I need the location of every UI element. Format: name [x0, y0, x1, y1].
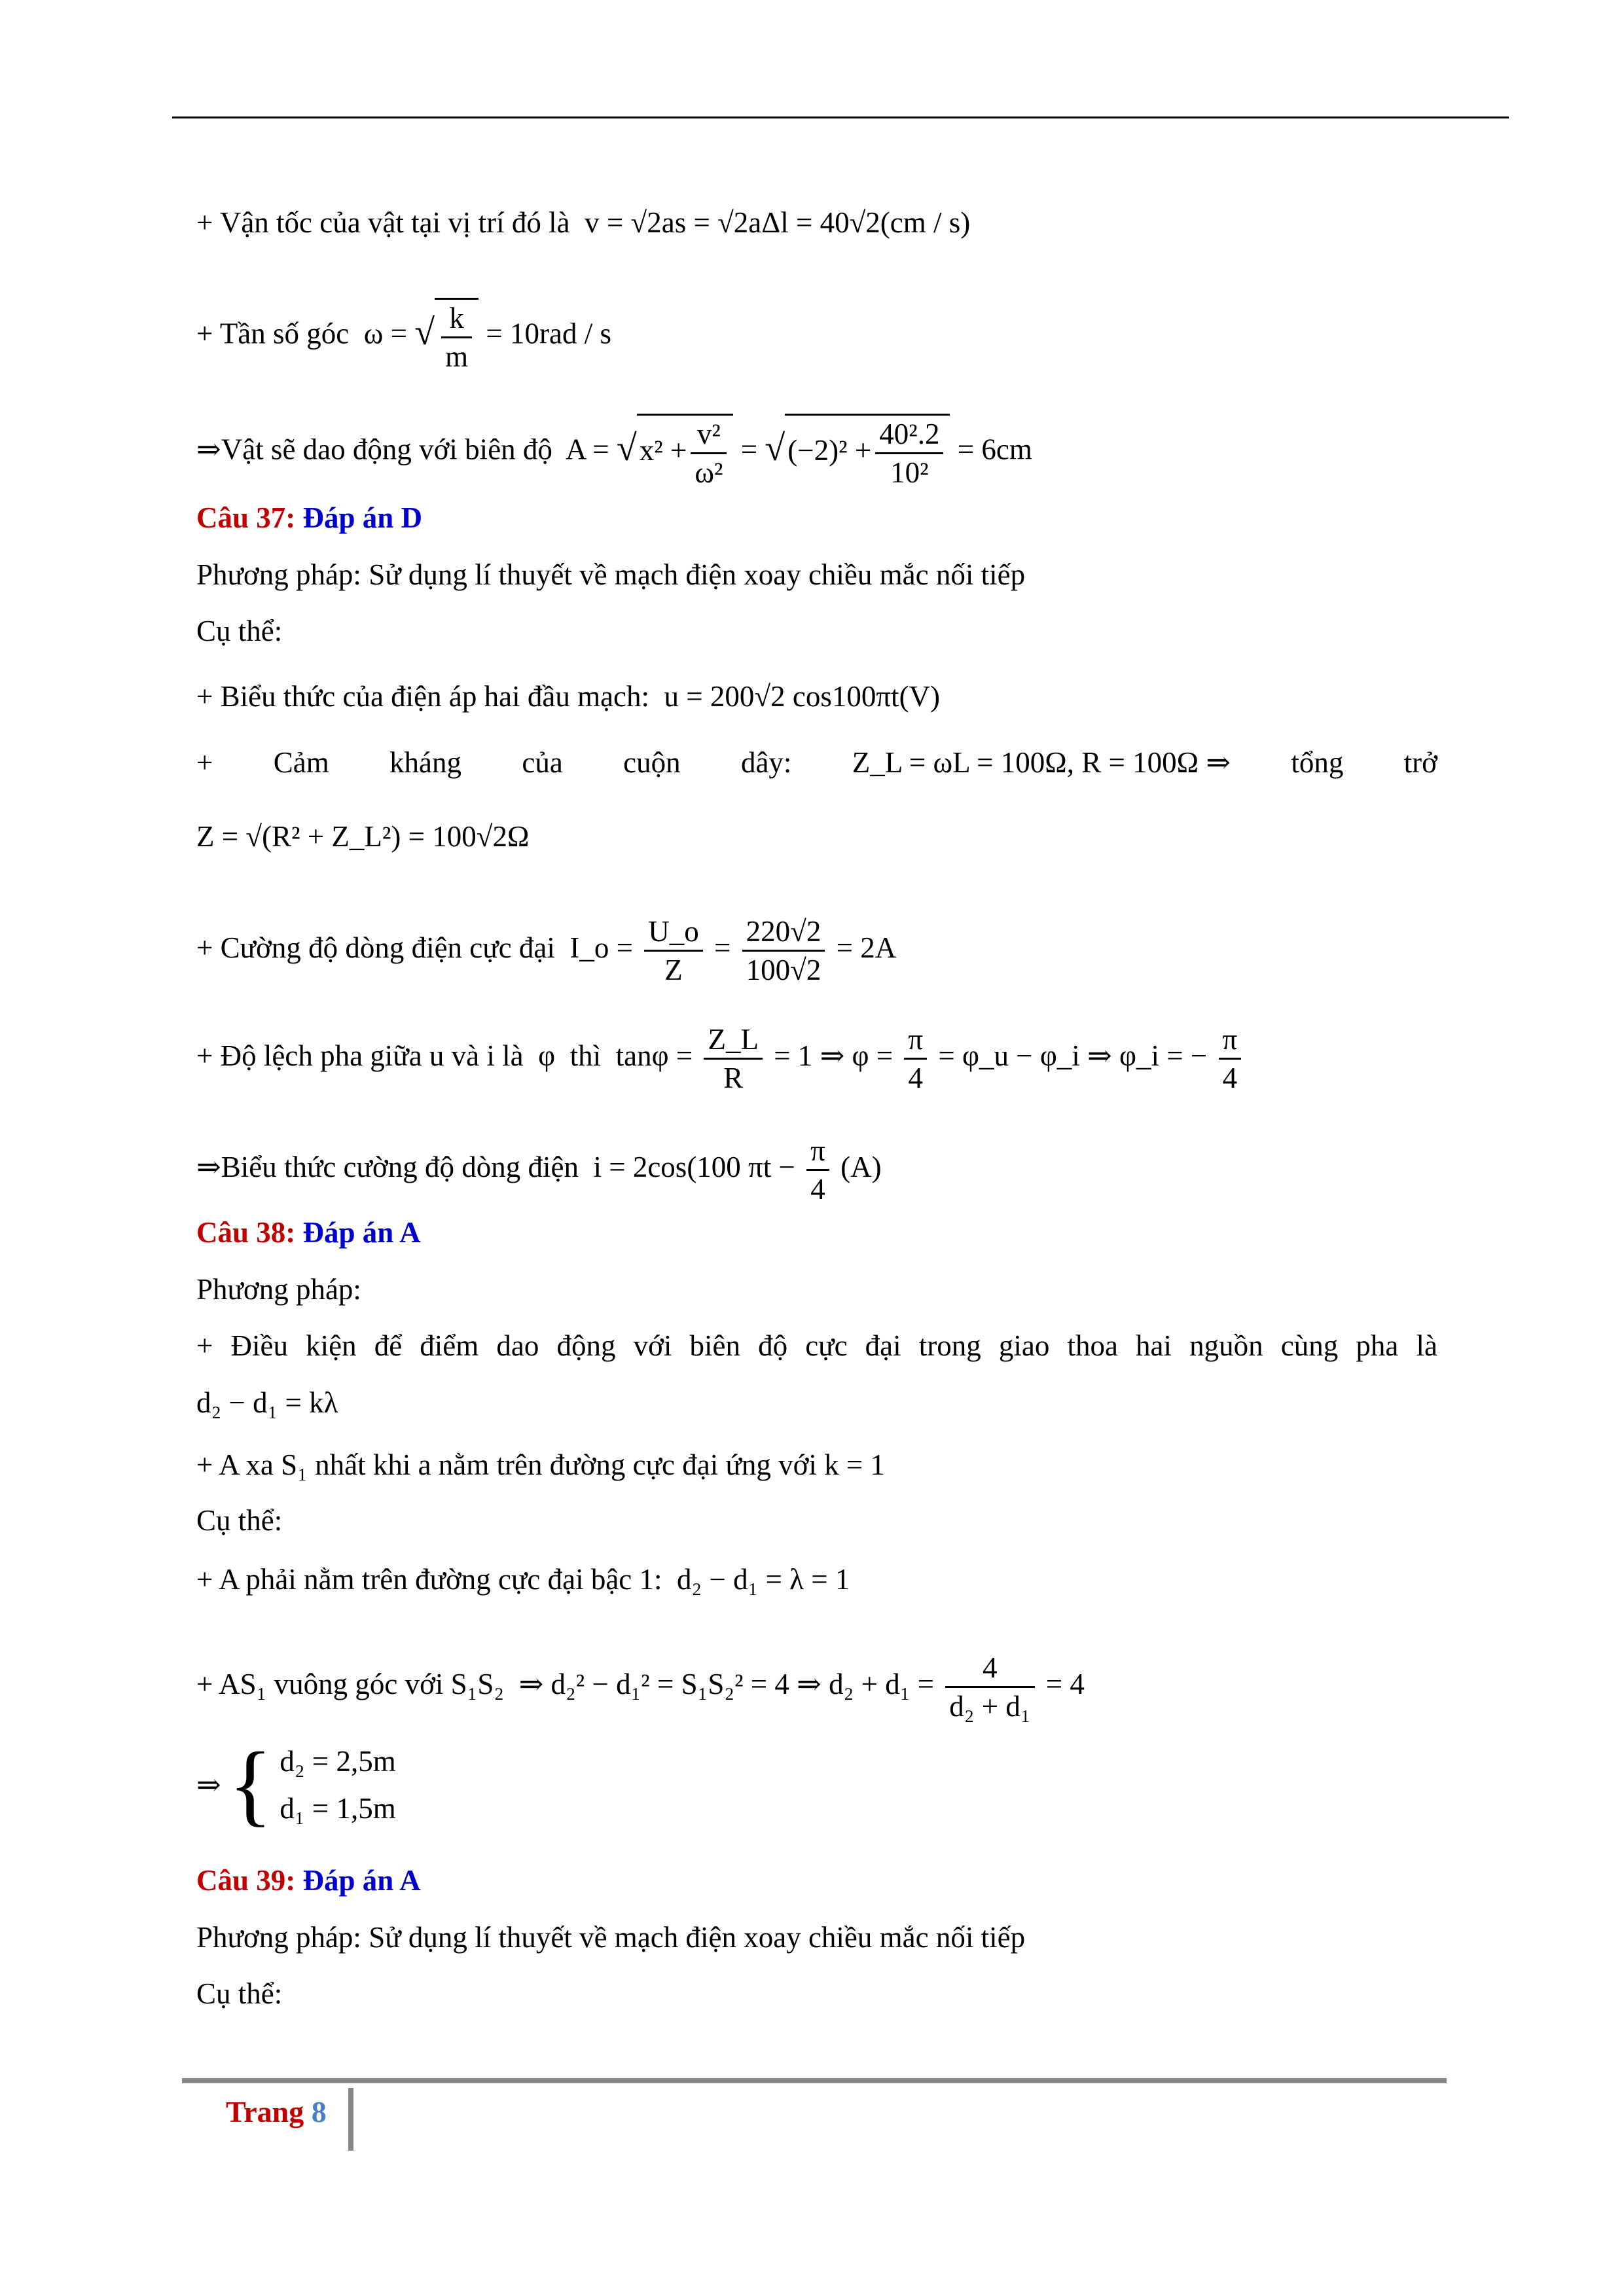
w: cùng — [1280, 1329, 1339, 1362]
uo-label: U_o — [648, 915, 699, 948]
w: đại — [865, 1329, 901, 1362]
velocity-line — [196, 204, 970, 241]
w: + — [196, 746, 213, 779]
footer-rule — [182, 2078, 1447, 2083]
q39-method: Phương pháp: Sử dụng lí thuyết về mạch điện xoay chiều mắc nối tiếp — [196, 1921, 1026, 1954]
w: độ — [758, 1329, 788, 1362]
q37-inductance-line — [196, 744, 1437, 781]
q37-voltage-line — [196, 678, 940, 715]
zl-label: Z_L — [708, 1023, 759, 1056]
w: Điều — [230, 1329, 288, 1362]
io-num: 220√2 — [746, 915, 821, 948]
w: kiện — [306, 1329, 357, 1362]
thi-word: thì — [569, 1039, 602, 1072]
amp-result: = 6cm — [957, 433, 1032, 466]
amp-eq2: = — [740, 433, 758, 466]
w: là — [1416, 1329, 1437, 1362]
brace-icon: { — [228, 1734, 273, 1835]
q38-answer: Đáp án A — [302, 1216, 421, 1249]
q37-answer: Đáp án D — [302, 501, 423, 534]
voltage-text: + Biểu thức của điện áp hai đầu mạch: — [196, 680, 650, 713]
amplitude-text: ⇒Vật sẽ dao động với biên độ — [196, 433, 552, 466]
q38-perp-line — [196, 1649, 1085, 1725]
w: pha — [1356, 1329, 1399, 1362]
q38-system — [196, 1734, 396, 1835]
perp-den: d₂ + d₁ — [945, 1686, 1034, 1725]
w: điểm — [420, 1329, 479, 1362]
v-sq: v² — [696, 418, 721, 450]
q37-cuthe: Cụ thể: — [196, 615, 283, 647]
amp-eq: A = — [565, 433, 609, 466]
q38-method: Phương pháp: — [196, 1273, 361, 1306]
q38-heading — [196, 1214, 421, 1251]
w: Cảm — [273, 746, 329, 779]
m-label: m — [441, 336, 472, 375]
w: giao — [998, 1329, 1050, 1362]
phi-sym: φ — [538, 1039, 556, 1072]
x-sq: x² + — [639, 433, 687, 467]
system-arrow: ⇒ — [196, 1768, 221, 1801]
angular-freq-text: + Tần số góc — [196, 317, 350, 350]
impedance-formula: Z = √(R² + Z_L²) = 100√2Ω — [196, 820, 530, 853]
q39-heading — [196, 1862, 421, 1899]
w: dao — [496, 1329, 539, 1362]
w: của — [522, 746, 563, 779]
io-den: 100√2 — [742, 950, 825, 988]
w: nguồn — [1189, 1329, 1263, 1362]
phase-text: + Độ lệch pha giữa u và i là — [196, 1039, 524, 1072]
angular-freq-line — [196, 298, 611, 375]
page-num: 8 — [311, 2095, 327, 2128]
sqrt-km: √ $\frac{k}{m}$ — [414, 298, 478, 375]
current-expr-a: i = 2cos(100 πt − — [593, 1150, 795, 1183]
order1-formula: d₂ − d₁ = λ = 1 — [677, 1563, 850, 1596]
page-label: Trang — [226, 2095, 304, 2128]
k-label: k — [449, 302, 464, 334]
w: biên — [689, 1329, 740, 1362]
amp-num: 40².2 — [879, 418, 940, 450]
w-sq: ω² — [691, 452, 727, 491]
w: cực — [805, 1329, 848, 1362]
w: hai — [1136, 1329, 1172, 1362]
max-condition-formula: d₂ − d₁ = kλ — [196, 1386, 338, 1419]
w: trong — [918, 1329, 981, 1362]
q38-number: Câu 38: — [196, 1216, 296, 1249]
phase-mid2: = φ_u − φ_i ⇒ φ_i = − — [938, 1039, 1208, 1072]
tan-eq: tanφ = — [615, 1039, 693, 1072]
q37-current-expr-line — [196, 1132, 882, 1208]
perp-formula: ⇒ d₂² − d₁² = S₁S₂² = 4 ⇒ d₂ + d₁ = — [518, 1667, 935, 1700]
w: kháng — [389, 746, 462, 779]
amp-den: 10² — [875, 452, 943, 491]
voltage-formula: u = 200√2 cos100πt(V) — [664, 680, 941, 713]
order1-text: + A phải nằm trên đường cực đại bậc 1: — [196, 1563, 662, 1596]
q37-heading — [196, 499, 422, 536]
four-den: 4 — [904, 1058, 927, 1096]
z-label: Z — [644, 950, 703, 988]
w: với — [633, 1329, 672, 1362]
io-result: = 2A — [836, 931, 897, 964]
q38-cuthe: Cụ thể: — [196, 1504, 283, 1537]
pi-num-3: π — [810, 1134, 825, 1167]
q37-current-line — [196, 913, 896, 988]
current-text: + Cường độ dòng điện cực đại — [196, 931, 555, 964]
q38-order1-line — [196, 1561, 850, 1598]
io-eq: I_o = — [569, 931, 633, 964]
w: tổng — [1291, 746, 1344, 779]
w: + — [196, 1329, 213, 1362]
pi-num: π — [908, 1023, 924, 1056]
four-den-3: 4 — [806, 1169, 829, 1208]
current-expr-text: ⇒Biểu thức cường độ dòng điện — [196, 1150, 579, 1183]
current-expr-b: (A) — [840, 1150, 882, 1183]
velocity-text: + Vận tốc của vật tại vị trí đó là — [196, 206, 570, 239]
inductance-formula: Z_L = ωL = 100Ω, R = 100Ω ⇒ — [852, 746, 1231, 779]
d2-value: d₂ = 2,5m — [280, 1745, 396, 1778]
q39-answer: Đáp án A — [302, 1864, 421, 1897]
q39-cuthe: Cụ thể: — [196, 1977, 283, 2010]
velocity-formula: v = √2as = √2aΔl = 40√2(cm / s) — [585, 206, 971, 239]
footer-divider — [348, 2088, 353, 2151]
q38-condition-line — [196, 1327, 1437, 1364]
page-number — [226, 2094, 327, 2129]
w: để — [374, 1329, 403, 1362]
pi-num-2: π — [1222, 1023, 1238, 1056]
phase-mid: = 1 ⇒ φ = — [774, 1039, 893, 1072]
q37-method: Phương pháp: Sử dụng lí thuyết về mạch điện xoay chiều mắc nối tiếp — [196, 558, 1026, 591]
perp-text: + AS₁ vuông góc với S₁S₂ — [196, 1667, 505, 1700]
r-label: R — [704, 1058, 762, 1096]
minus-two-sq: (−2)² + — [787, 433, 872, 467]
amplitude-line — [196, 414, 1032, 491]
io-eq2: = — [714, 931, 731, 964]
perp-result: = 4 — [1045, 1667, 1085, 1700]
sqrt-amp1: √x² + $\frac{\text{v²}}{\text{ω²}}$ — [617, 414, 734, 491]
four-den-2: 4 — [1219, 1058, 1242, 1096]
perp-num: 4 — [983, 1651, 998, 1684]
q37-phase-line — [196, 1021, 1245, 1096]
w: động — [556, 1329, 616, 1362]
q38-far-text: + A xa S₁ nhất khi a nằm trên đường cực đại ứng với k = 1 — [196, 1448, 886, 1481]
q39-number: Câu 39: — [196, 1864, 296, 1897]
w: dây: — [740, 746, 792, 779]
w: trở — [1403, 746, 1437, 779]
w: thoa — [1067, 1329, 1118, 1362]
w: cuộn — [623, 746, 681, 779]
q37-number: Câu 37: — [196, 501, 296, 534]
omega-eq: ω = — [363, 317, 408, 350]
sqrt-amp2: √(−2)² + $\frac{\text{40².2}}{\text{10²}}$ — [765, 414, 950, 491]
header-rule — [172, 117, 1509, 118]
omega-result: = 10rad / s — [486, 317, 612, 350]
d1-value: d₁ = 1,5m — [280, 1792, 396, 1825]
